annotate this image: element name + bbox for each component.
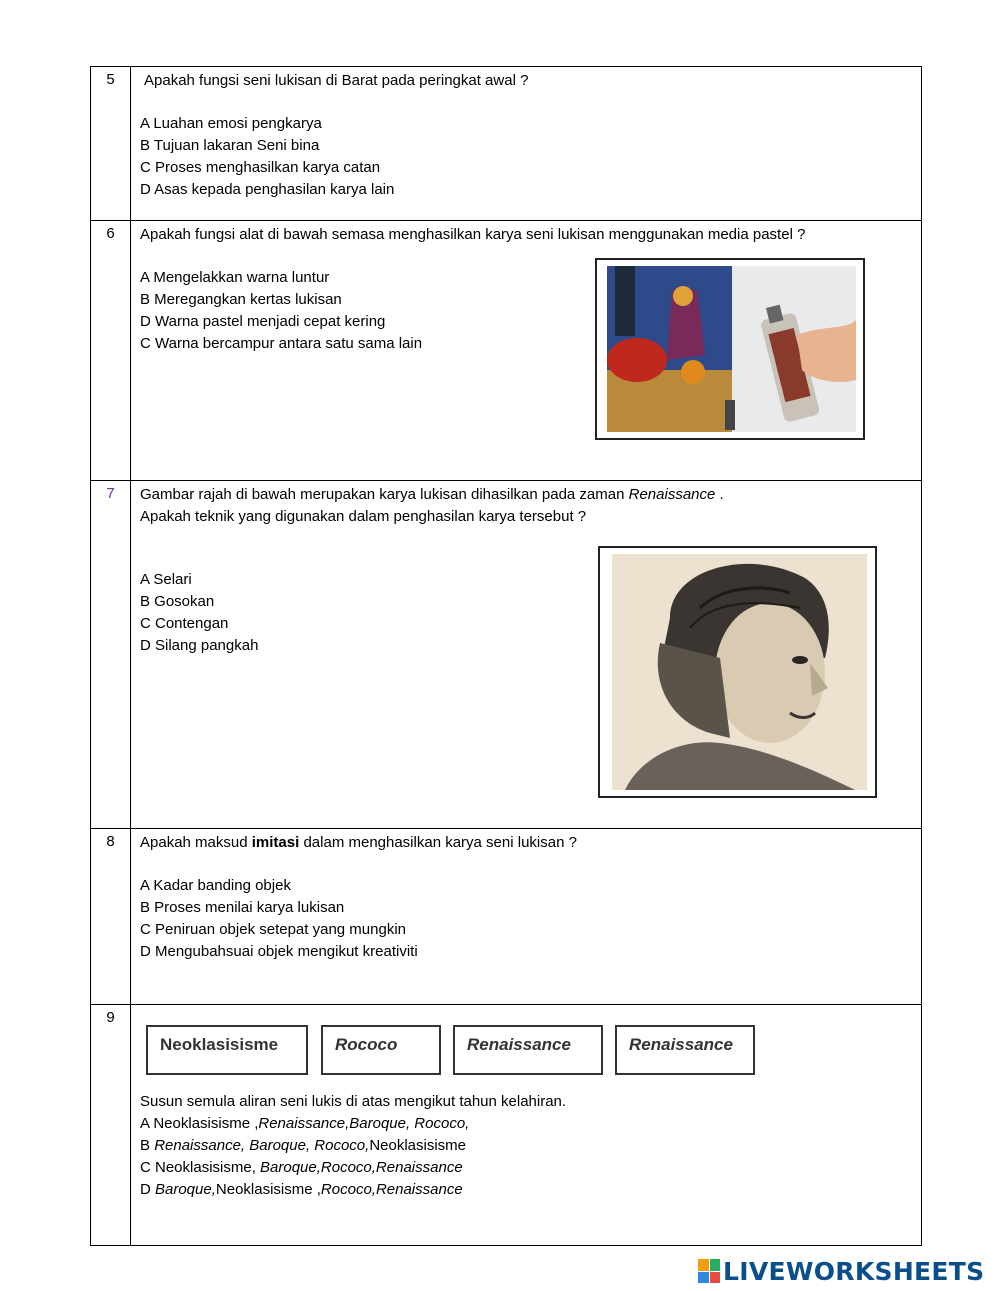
option-d[interactable]: D Silang pangkah [140, 637, 259, 654]
question-row-6 [90, 220, 922, 481]
style-chip-4: Renaissance [615, 1025, 755, 1075]
question-prompt: Apakah fungsi alat di bawah semasa menghasilkan karya seni lukisan menggunakan media pastel ? [140, 226, 806, 243]
question-row-5 [90, 66, 922, 221]
question-number: 5 [91, 67, 131, 221]
renaissance-portrait-icon [598, 546, 877, 798]
option-c[interactable]: C Warna bercampur antara satu sama lain [140, 335, 423, 352]
question-number: 7 [91, 481, 131, 829]
style-chip-2: Rococo [321, 1025, 441, 1075]
option-a[interactable]: A Selari [140, 571, 192, 588]
option-a[interactable]: A Neoklasisisme ,Renaissance,Baroque, Rococo, [140, 1115, 470, 1132]
option-b[interactable]: B Gosokan [140, 593, 215, 610]
question-row-9 [90, 1004, 922, 1246]
option-d[interactable]: D Mengubahsuai objek mengikut kreativiti [140, 943, 418, 960]
option-a[interactable]: A Luahan emosi pengkarya [140, 115, 322, 132]
question-number: 9 [91, 1005, 131, 1245]
option-c[interactable]: C Peniruan objek setepat yang mungkin [140, 921, 407, 938]
question-prompt: Apakah maksud imitasi dalam menghasilkan karya seni lukisan ? [140, 834, 577, 851]
option-a[interactable]: A Mengelakkan warna luntur [140, 269, 330, 286]
spray-can-photo-icon [595, 258, 865, 440]
question-row-7 [90, 480, 922, 829]
option-b[interactable]: B Proses menilai karya lukisan [140, 899, 345, 916]
brand-name: LIVEWORKSHEETS [723, 1256, 985, 1286]
option-d[interactable]: D Baroque,Neoklasisisme ,Rococo,Renaissance [140, 1181, 463, 1198]
option-c[interactable]: C Proses menghasilkan karya catan [140, 159, 381, 176]
option-c[interactable]: C Contengan [140, 615, 229, 632]
question-number: 6 [91, 221, 131, 481]
liveworksheets-logo-icon [698, 1259, 720, 1283]
option-d[interactable]: D Asas kepada penghasilan karya lain [140, 181, 395, 198]
option-b[interactable]: B Meregangkan kertas lukisan [140, 291, 342, 308]
option-d[interactable]: D Warna pastel menjadi cepat kering [140, 313, 386, 330]
question-prompt: Apakah fungsi seni lukisan di Barat pada peringkat awal ? [144, 72, 529, 89]
option-a[interactable]: A Kadar banding objek [140, 877, 291, 894]
question-prompt-line-2: Apakah teknik yang digunakan dalam penghasilan karya tersebut ? [140, 508, 587, 525]
style-chip-3: Renaissance [453, 1025, 603, 1075]
question-prompt: Susun semula aliran seni lukis di atas mengikut tahun kelahiran. [140, 1093, 567, 1110]
option-b[interactable]: B Tujuan lakaran Seni bina [140, 137, 320, 154]
question-row-8 [90, 828, 922, 1005]
option-b[interactable]: B Renaissance, Baroque, Rococo,Neoklasisisme [140, 1137, 467, 1154]
question-prompt-line-1: Gambar rajah di bawah merupakan karya lukisan dihasilkan pada zaman Renaissance . [140, 486, 724, 503]
option-c[interactable]: C Neoklasisisme, Baroque,Rococo,Renaissance [140, 1159, 463, 1176]
brand-footer[interactable] [698, 1256, 984, 1286]
style-chip-1: Neoklasisisme [146, 1025, 308, 1075]
question-number: 8 [91, 829, 131, 1005]
